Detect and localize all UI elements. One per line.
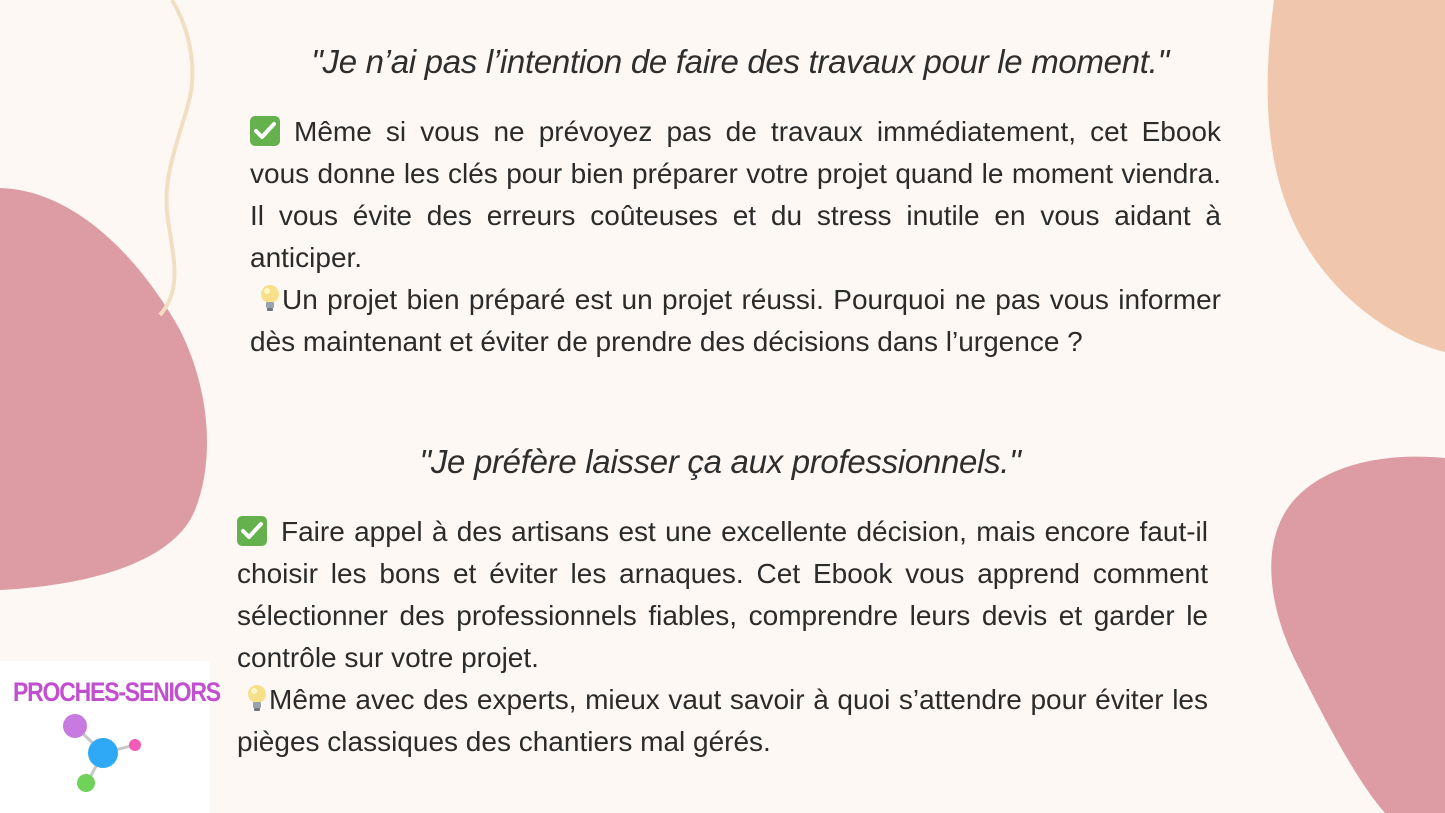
- proches-seniors-logo: [0, 661, 220, 813]
- light-bulb-icon: [247, 682, 267, 724]
- light-bulb-icon: [260, 282, 280, 324]
- section1-heading: "Je n’ai pas l’intention de faire des travaux pour le moment.": [311, 43, 1169, 80]
- section2-paragraph2: Même avec des experts, mieux vaut savoir à quoi s’attendre pour éviter les pièges classiques des chantiers mal gérés.: [237, 684, 1208, 757]
- logo-text: PROCHES-SENIORS: [13, 677, 220, 707]
- pink-blob-bottom-right: [1271, 457, 1445, 813]
- peach-blob-top-right: [1268, 0, 1445, 352]
- section2-paragraph2-line: [237, 679, 1208, 763]
- cream-outline-curve: [160, 0, 192, 315]
- molecule-icon: [55, 711, 155, 801]
- section2-paragraph1-line: [237, 511, 1208, 679]
- section1-paragraph2-line: [250, 279, 1221, 363]
- check-mark-button-icon: [237, 516, 267, 546]
- section1-paragraph1-line: [250, 111, 1221, 279]
- section2-paragraph1: Faire appel à des artisans est une excellente décision, mais encore faut-il choisir les bons et éviter les arnaques. Cet Ebook vous apprend comment sélectionner des professionnels fiables, comprendre leurs devis et garder le contrôle sur votre projet.: [237, 516, 1208, 673]
- section1-text-block: [250, 111, 1221, 363]
- section2-heading: "Je préfère laisser ça aux professionnels.": [419, 443, 1021, 480]
- section1-paragraph1: Même si vous ne prévoyez pas de travaux immédiatement, cet Ebook vous donne les clés pour bien préparer votre projet quand le moment viendra. Il vous évite des erreurs coûteuses et du stress inutile en vous aidant à anticiper.: [250, 116, 1221, 273]
- check-mark-button-icon: [250, 116, 280, 146]
- pink-blob-left: [0, 188, 207, 590]
- section2-text-block: [237, 511, 1208, 763]
- section1-paragraph2: Un projet bien préparé est un projet réussi. Pourquoi ne pas vous informer dès maintenant et éviter de prendre des décisions dans l’urgence ?: [250, 284, 1221, 357]
